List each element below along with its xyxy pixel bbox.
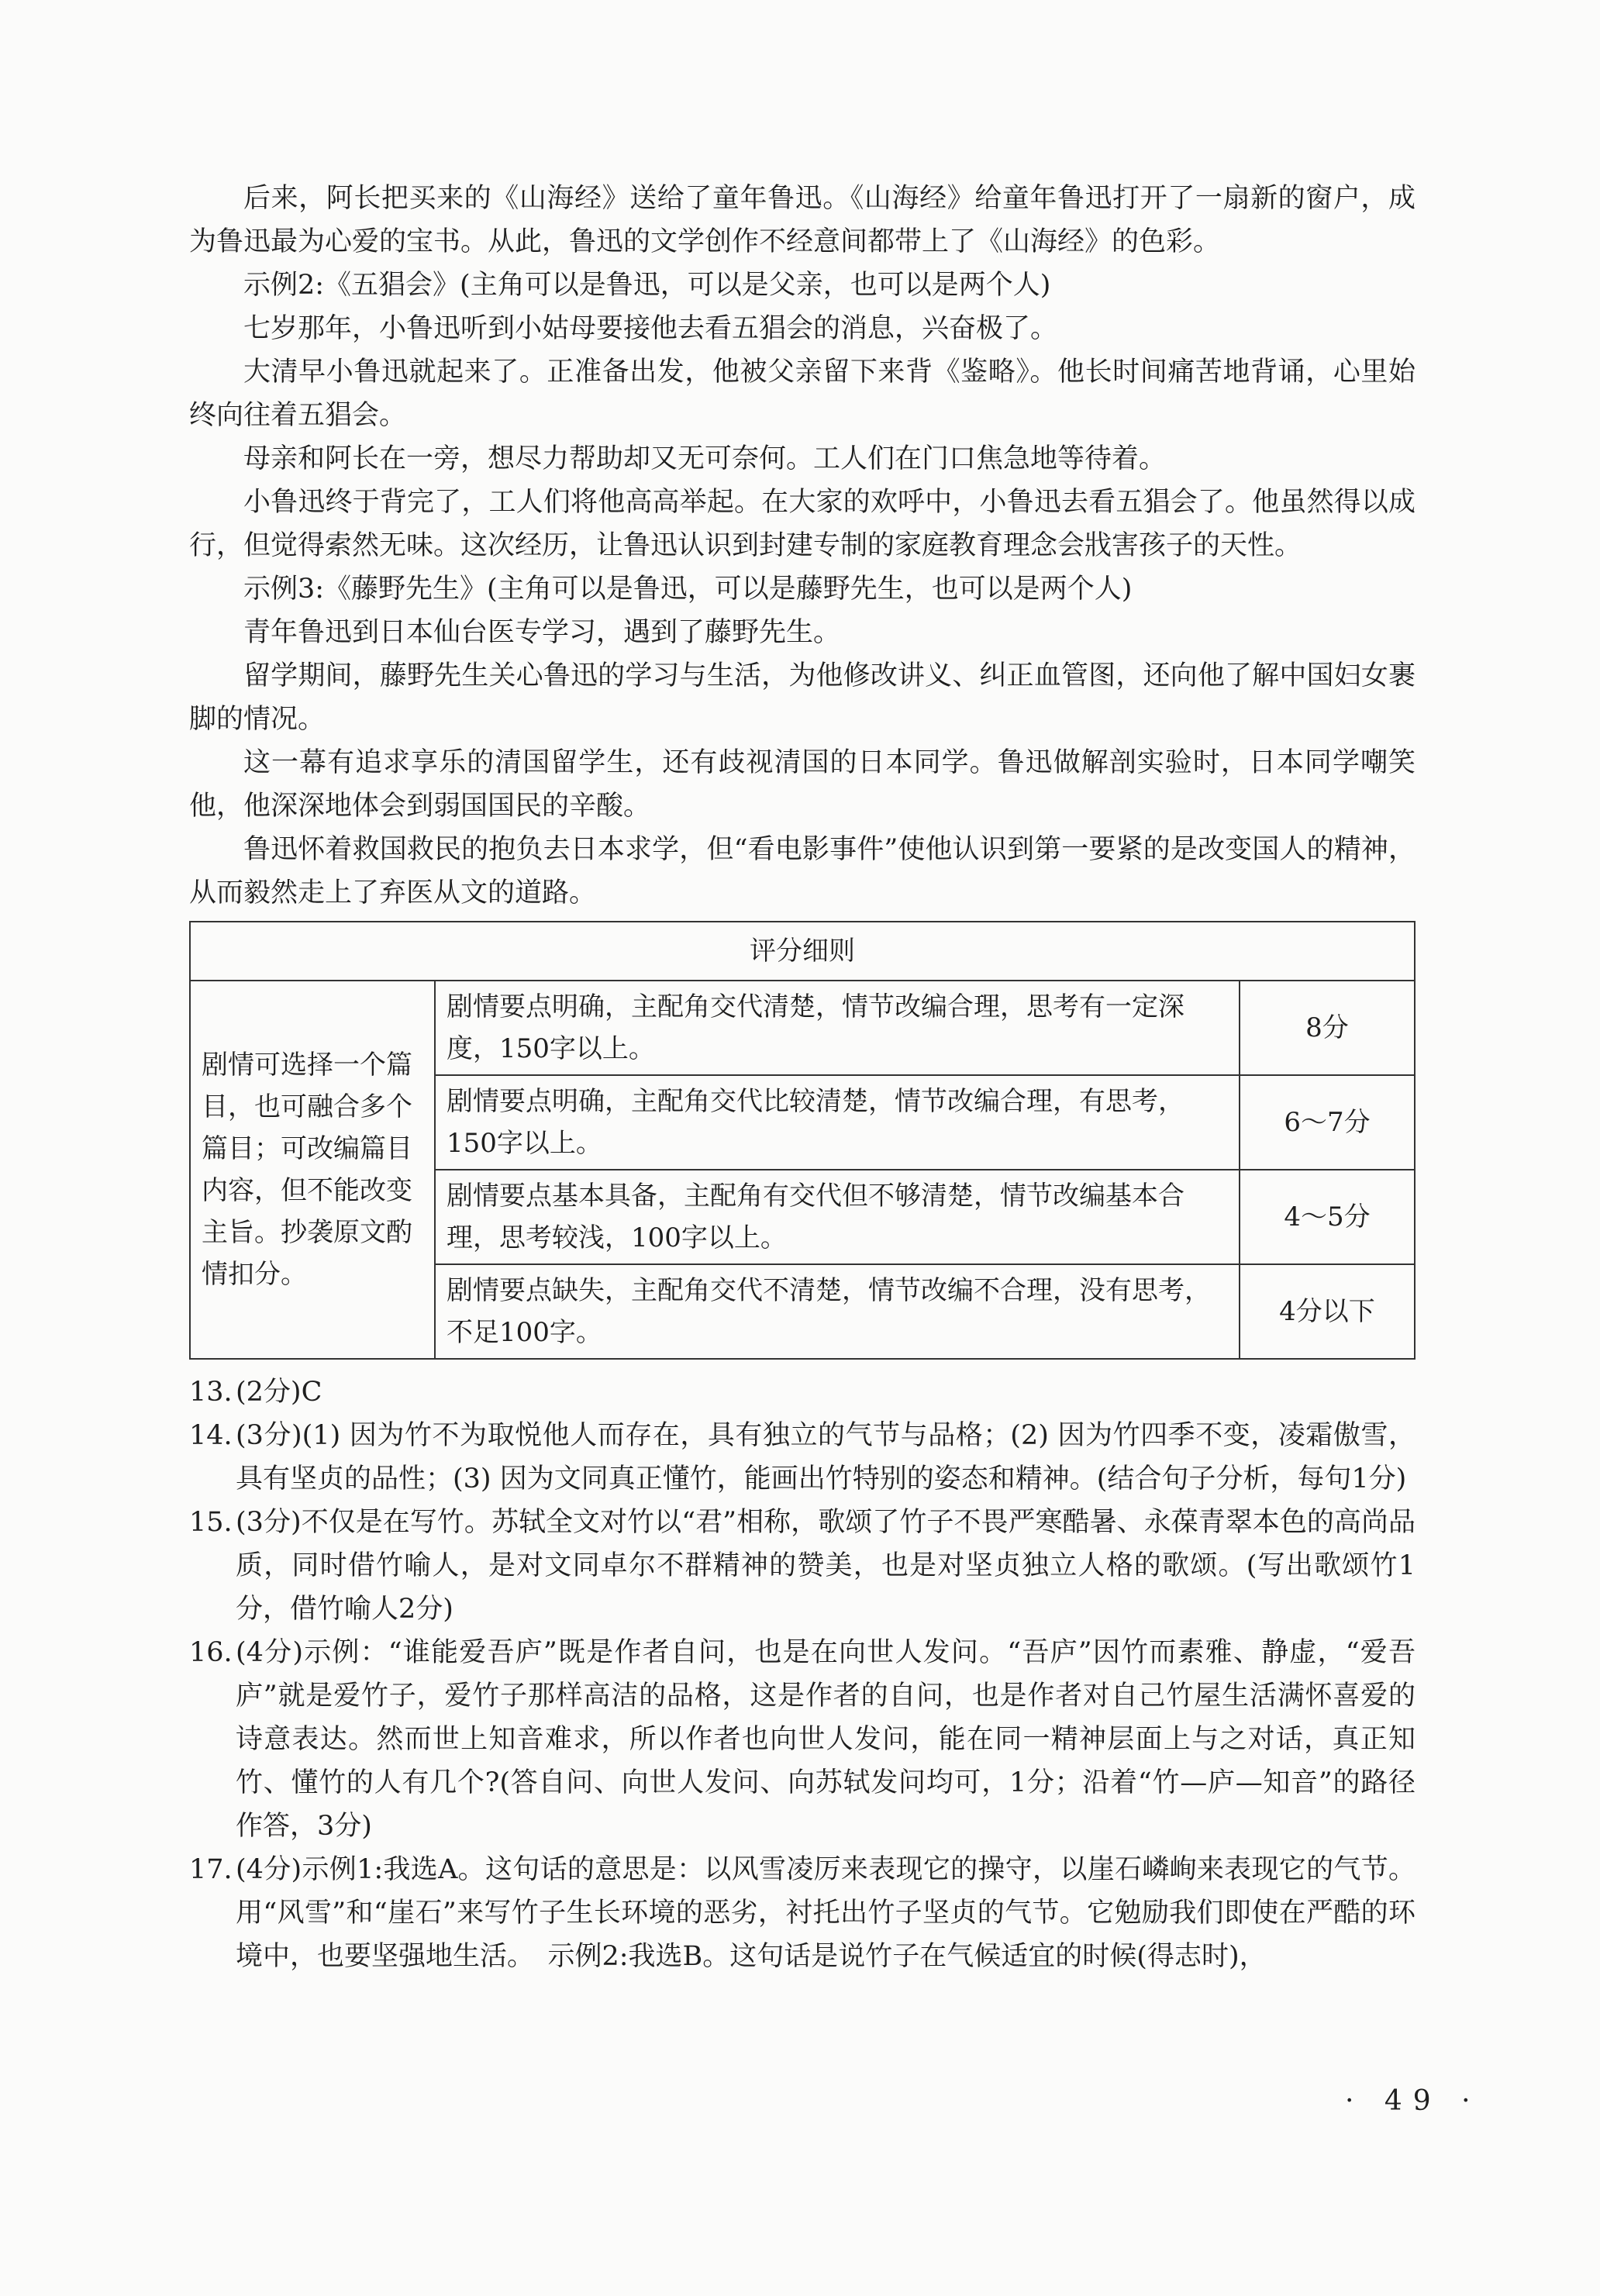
rubric-criterion: 剧情要点明确，主配角交代比较清楚，情节改编合理，有思考，150字以上。 [435,1075,1240,1170]
answer-item [189,1631,1416,1848]
rubric-row [190,981,1415,1075]
answer-list [189,1370,1416,1978]
paragraph: 留学期间，藤野先生关心鲁迅的学习与生活，为他修改讲义、纠正血管图，还向他了解中国妇女裹脚的情况。 [189,660,1416,735]
paragraph: 示例3:《藤野先生》(主角可以是鲁迅，可以是藤野先生，也可以是两个人) [243,574,1133,605]
paragraph: 母亲和阿长在一旁，想尽力帮助却又无可奈何。工人们在门口焦急地等待着。 [243,443,1167,474]
paragraph: 示例2:《五猖会》(主角可以是鲁迅，可以是父亲，也可以是两个人) [243,270,1051,301]
page-number: · 49 · [1345,2085,1481,2117]
rubric-score: 4分以下 [1240,1264,1415,1359]
rubric-score: 6～7分 [1240,1075,1415,1170]
answer-item [189,1501,1416,1631]
rubric-header-row [190,922,1415,981]
rubric-criterion: 剧情要点缺失，主配角交代不清楚，情节改编不合理，没有思考，不足100字。 [435,1264,1240,1359]
answer-text: (2分)C [236,1377,322,1408]
page-content [189,177,1416,1978]
answer-item [189,1848,1416,1978]
rubric-criterion: 剧情要点明确，主配角交代清楚，情节改编合理，思考有一定深度，150字以上。 [435,981,1240,1075]
paragraph: 七岁那年，小鲁迅听到小姑母要接他去看五猖会的消息，兴奋极了。 [243,313,1058,344]
rubric-title: 评分细则 [190,922,1415,981]
answer-number: 15. [189,1507,233,1538]
rubric-score: 8分 [1240,981,1415,1075]
paragraph: 青年鲁迅到日本仙台医专学习，遇到了藤野先生。 [243,617,841,648]
rubric-score: 4～5分 [1240,1170,1415,1264]
answer-number: 14. [189,1420,233,1451]
paragraph: 这一幕有追求享乐的清国留学生，还有歧视清国的日本同学。鲁迅做解剖实验时，日本同学嘲笑他，他深深地体会到弱国国民的辛酸。 [189,747,1416,822]
answer-number: 17. [189,1854,233,1885]
answer-text: (4分)示例：“谁能爱吾庐”既是作者自问，也是在向世人发问。“吾庐”因竹而素雅、静虚，“爱吾庐”就是爱竹子，爱竹子那样高洁的品格，这是作者的自问，也是作者对自己竹屋生活满怀喜爱的诗意表达。然而世上知音难求，所以作者也向世人发问，能在同一精神层面上与之对话，真正知竹、懂竹的人有几个?(答自问、向世人发问、向苏轼发问均可，1分；沿着“竹—庐—知音”的路径作答，3分) [236,1637,1416,1842]
paragraph: 后来，阿长把买来的《山海经》送给了童年鲁迅。《山海经》给童年鲁迅打开了一扇新的窗户，成为鲁迅最为心爱的宝书。从此，鲁迅的文学创作不经意间都带上了《山海经》的色彩。 [189,183,1416,257]
answer-text: (4分)示例1:我选A。这句话的意思是：以风雪凌厉来表现它的操守，以崖石嶙峋来表现它的气节。用“风雪”和“崖石”来写竹子生长环境的恶劣，衬托出竹子坚贞的气节。它勉励我们即使在严酷的环境中，也要坚强地生活。 示例2:我选B。这句话是说竹子在气候适宜的时候(得志时)， [236,1854,1416,1972]
paragraph: 鲁迅怀着救国救民的抱负去日本求学，但“看电影事件”使他认识到第一要紧的是改变国人的精神，从而毅然走上了弃医从文的道路。 [189,834,1416,908]
paragraph: 小鲁迅终于背完了，工人们将他高高举起。在大家的欢呼中，小鲁迅去看五猖会了。他虽然得以成行，但觉得索然无味。这次经历，让鲁迅认识到封建专制的家庭教育理念会戕害孩子的天性。 [189,487,1416,561]
rubric-criterion: 剧情要点基本具备，主配角有交代但不够清楚，情节改编基本合理，思考较浅，100字以上。 [435,1170,1240,1264]
answer-text: (3分)(1) 因为竹不为取悦他人而存在，具有独立的气节与品格；(2) 因为竹四季不变，凌霜傲雪，具有坚贞的品性；(3) 因为文同真正懂竹，能画出竹特别的姿态和精神。(结合句子分析，每句1分) [236,1420,1416,1494]
answer-item [189,1414,1416,1501]
rubric-note: 剧情可选择一个篇目，也可融合多个篇目；可改编篇目内容，但不能改变主旨。抄袭原文酌情扣分。 [190,981,435,1359]
paragraph: 大清早小鲁迅就起来了。正准备出发，他被父亲留下来背《鉴略》。他长时间痛苦地背诵，心里始终向往着五猖会。 [189,357,1416,431]
answer-number: 16. [189,1637,233,1668]
story-section [189,177,1416,915]
answer-text: (3分)不仅是在写竹。苏轼全文对竹以“君”相称，歌颂了竹子不畏严寒酷暑、永葆青翠本色的高尚品质，同时借竹喻人，是对文同卓尔不群精神的赞美，也是对坚贞独立人格的歌颂。(写出歌颂竹1分，借竹喻人2分) [236,1507,1416,1625]
answer-item [189,1370,1416,1414]
rubric-table [189,921,1416,1360]
answer-number: 13. [189,1377,233,1408]
